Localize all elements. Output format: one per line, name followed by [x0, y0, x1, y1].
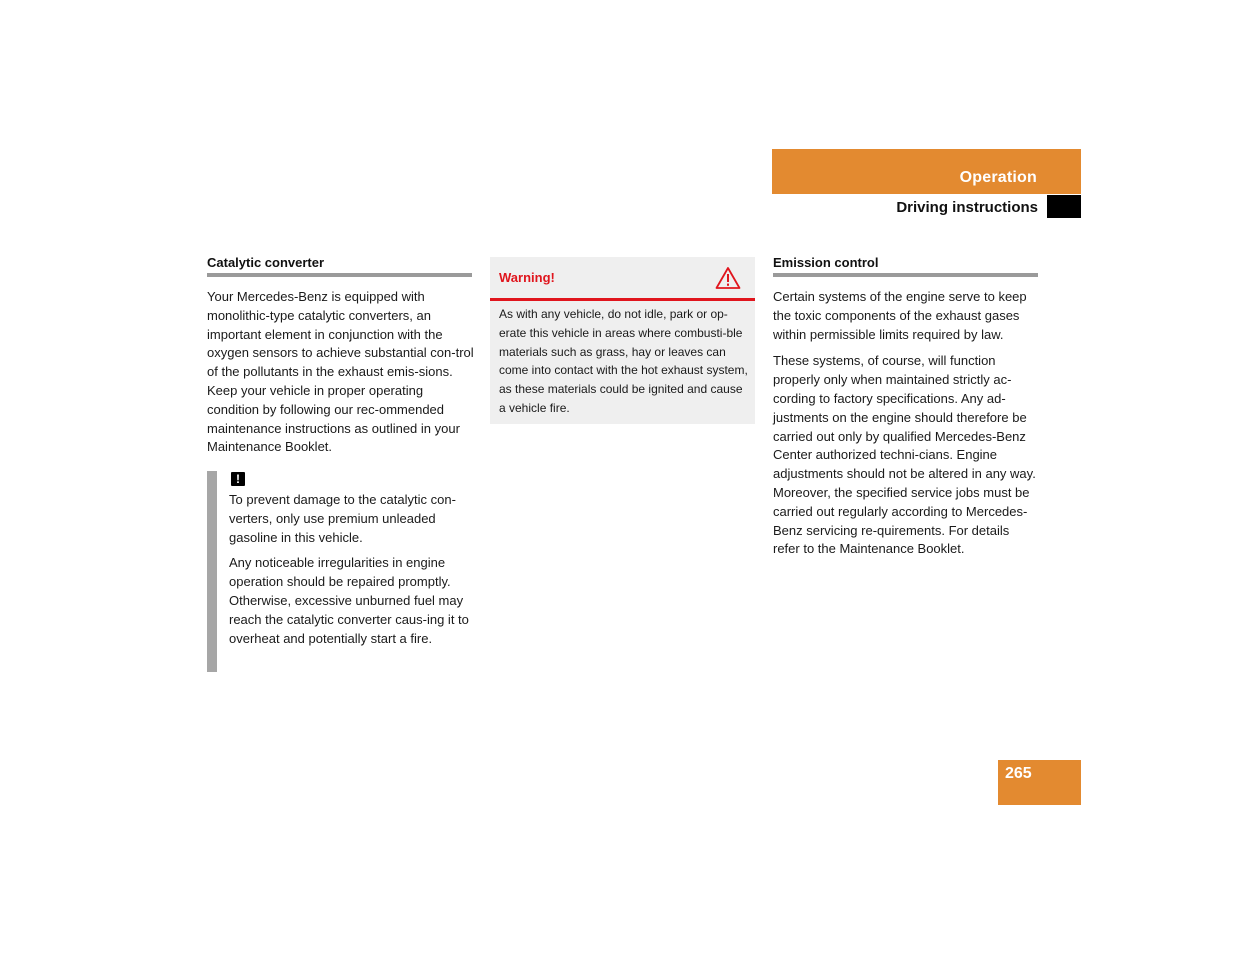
chapter-title: Operation	[959, 169, 1037, 186]
notice-text	[229, 491, 475, 648]
notice-paragraph: To prevent damage to the catalytic con-verters, only use premium unleaded gasoline in this vehicle.	[229, 492, 456, 545]
heading-rule	[207, 273, 472, 277]
warning-text: As with any vehicle, do not idle, park or op-erate this vehicle in areas where combusti-ble materials such as grass, hay or leaves can come into contact with the hot exhaust system, as these materials could be ignited and cause a vehicle fire.	[499, 307, 748, 415]
emission-paragraph: These systems, of course, will function properly only when maintained strictly ac-cording to factory specifications. Any ad-justments on the engine should therefore be carried out only by qualified Mercedes-Benz Center authorized techni-cians. Engine adjustments should not be altered in any way. Moreover, the specified service jobs must be carried out regularly according to Mercedes-Benz servicing re-quirements. For details refer to the Maintenance Booklet.	[773, 353, 1036, 557]
emission-paragraph: Certain systems of the engine serve to keep the toxic components of the exhaust gases within permissible limits required by law.	[773, 289, 1027, 342]
emission-control-text	[773, 288, 1039, 559]
notice-bar	[207, 471, 217, 672]
notice-paragraph: Any noticeable irregularities in engine operation should be repaired promptly. Otherwise, excessive unburned fuel may reach the catalytic converter caus-ing it to overheat and potentially start a fire.	[229, 555, 469, 646]
emission-control-heading: Emission control	[773, 255, 879, 270]
section-marker	[1047, 195, 1081, 218]
catalytic-converter-paragraph: Your Mercedes-Benz is equipped with monolithic-type catalytic converters, an important element in conjunction with the oxygen sensors to achieve substantial con-trol of the pollutants in the exhaust emis-sions. Keep your vehicle in proper operating condition by following our rec-ommended maintenance instructions as outlined in your Maintenance Booklet.	[207, 289, 474, 455]
exclamation-icon: !	[231, 472, 245, 486]
chapter-banner	[772, 149, 1081, 194]
warning-triangle-icon	[715, 266, 741, 290]
section-title: Driving instructions	[896, 199, 1038, 216]
heading-rule	[773, 273, 1038, 277]
page-number-tab	[998, 760, 1081, 805]
warning-header	[490, 257, 755, 301]
page-number: 265	[1005, 765, 1032, 782]
catalytic-converter-heading: Catalytic converter	[207, 255, 325, 270]
warning-label: Warning!	[499, 270, 555, 285]
